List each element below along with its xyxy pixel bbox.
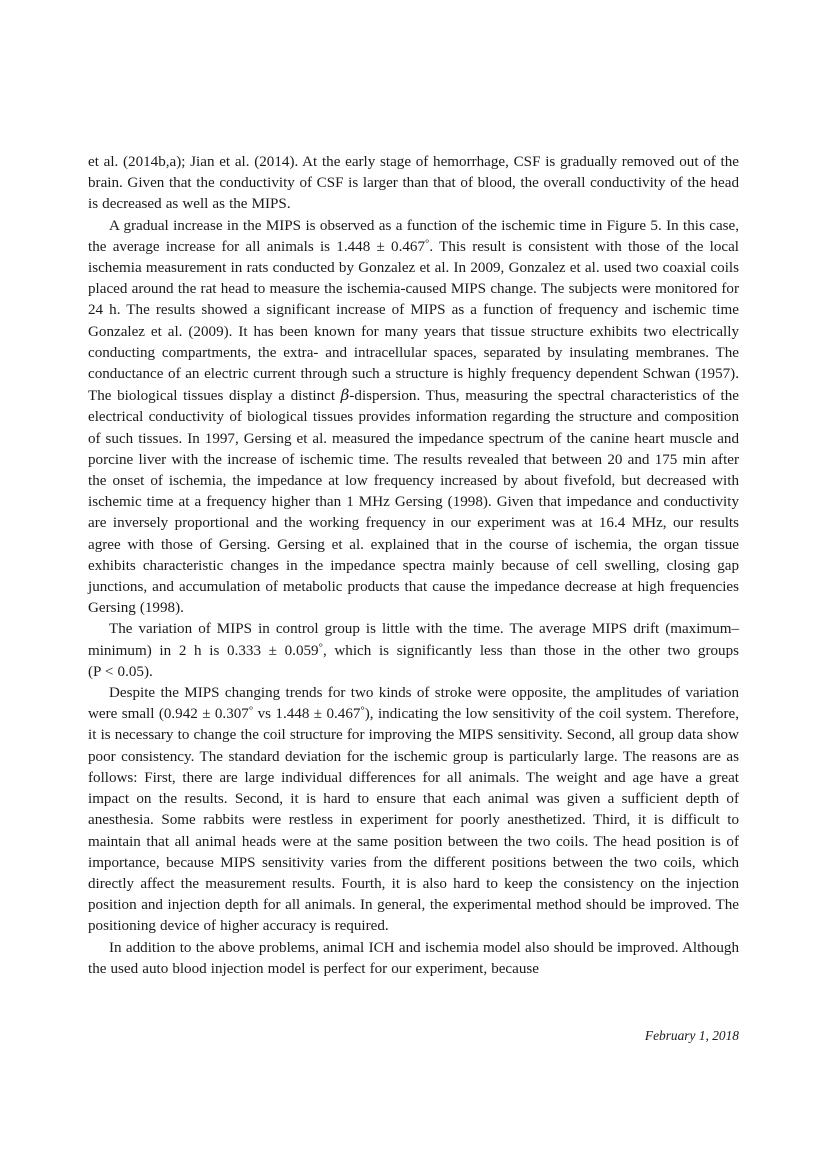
paragraph-2: A gradual increase in the MIPS is observed as a function of the ischemic time in Figure 5. In this case, the average increase for all animals is 1.448 ± 0.467°. This result is consistent with those of the local ischemia measurement in rats conducted by Gonzalez et al. In 2009, Gonzalez et al. used two coaxial coils placed around the rat head to measure the ischemia-caused MIPS change. The subjects were monitored for 24 h. The results showed a significant increase of MIPS as a function of frequency and ischemic time Gonzalez et al. (2009). It has been known for many years that tissue structure exhibits two electrically conducting compartments, the extra- and intracellular spaces, separated by insulating membranes. The conductance of an electric current through such a structure is highly frequency dependent Schwan (1957). The biological tissues display a distinct β-dispersion. Thus, measuring the spectral characteristics of the electrical conductivity of biological tissues provides information regarding the structure and composition of such tissues. In 1997, Gersing et al. measured the impedance spectrum of the canine heart muscle and porcine liver with the increase of ischemic time. The results revealed that between 20 and 175 min after the onset of ischemia, the impedance at low frequency increased by about fivefold, but decreased with ischemic time at a frequency higher than 1 MHz Gersing (1998). Given that impedance and conductivity are inversely proportional and the working frequency in our experiment was at 16.4 MHz, our results agree with those of Gersing. Gersing et al. explained that in the course of ischemia, the organ tissue exhibits characteristic changes in the impedance spectra mainly because of cell swelling, closing gap junctions, and accumulation of metabolic products that cause the impedance decrease at high frequencies Gersing (1998). bbox=[88, 217, 740, 617]
paragraph-4: Despite the MIPS changing trends for two kinds of stroke were opposite, the amplitudes of variation were small (0.942 ± 0.307° vs 1.448 ± 0.467°), indicating the low sensitivity of the coil system. Therefore, it is necessary to change the coil structure for improving the MIPS sensitivity. Second, all group data show poor consistency. The standard deviation for the ischemic group is particularly large. The reasons are as follows: First, there are large individual differences for all animals. The weight and age have a great impact on the results. Second, it is hard to ensure that each animal was given a sufficient depth of anesthesia. Some rabbits were restless in experiment for poorly anesthetized. Third, it is difficult to maintain that all animal heads were at the same position between the two coils. The head position is of importance, because MIPS sensitivity varies from the different positions between the two coils, which directly affect the measurement results. Fourth, it is also hard to keep the consistency on the injection position and injection depth for all animals. In general, the experimental method should be improved. The positioning device of higher accuracy is required. bbox=[88, 685, 739, 935]
paragraph-1: et al. (2014b,a); Jian et al. (2014). At the early stage of hemorrhage, CSF is gradually removed out of the brain. Given that the conductivity of CSF is larger than that of blood, the overall conductivity of the head is decreased as well as the MIPS. bbox=[88, 154, 739, 213]
body-text-column bbox=[88, 152, 739, 980]
footer-date: February 1, 2018 bbox=[644, 1028, 739, 1043]
paragraph-5: In addition to the above problems, animal ICH and ischemia model also should be improved. Although the used auto blood injection model is perfect for our experiment, because bbox=[88, 939, 739, 977]
paragraph-3: The variation of MIPS in control group is little with the time. The average MIPS drift (maximum–minimum) in 2 h is 0.333 ± 0.059°, which is significantly less than those in the other two groups (P < 0.05). bbox=[88, 621, 739, 680]
